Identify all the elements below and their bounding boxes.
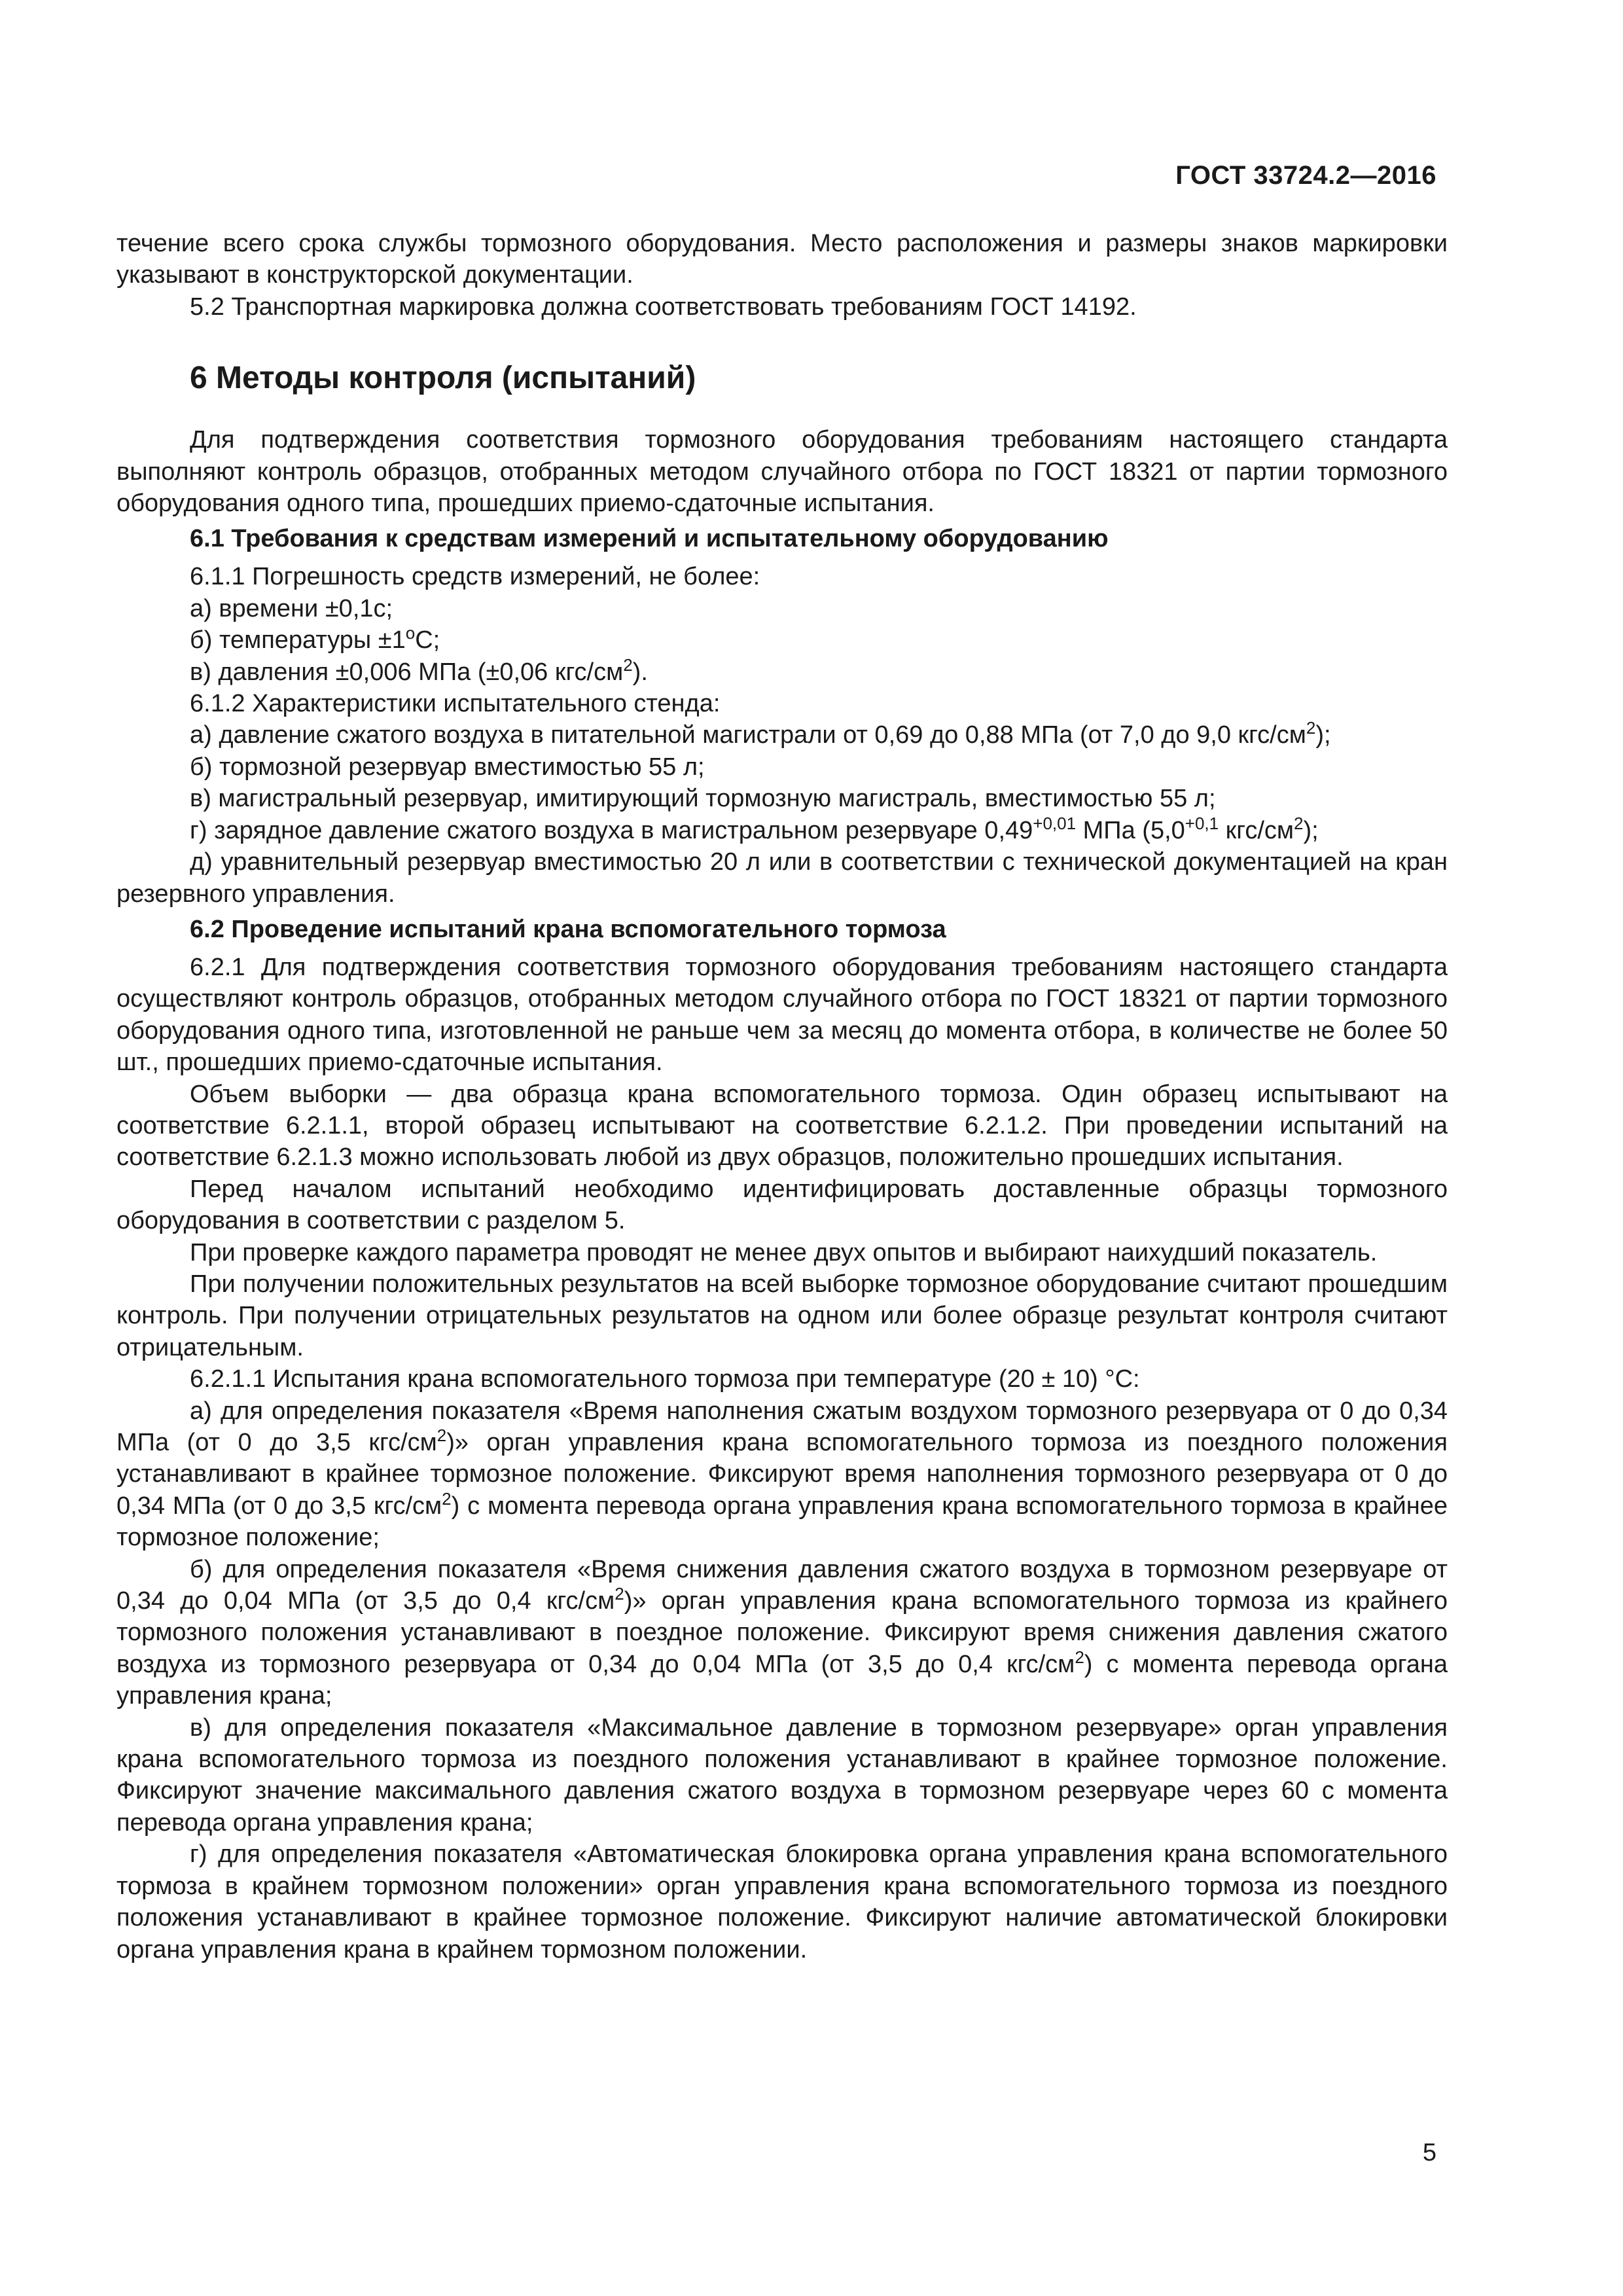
paragraph: 6.2.1 Для подтверждения соответствия тормозного оборудования требованиям настоящего стандарта осуществляют контроль образцов, отобранных методом случайного отбора по ГОСТ 18321 от партии тормозного оборудования одного типа, изготовленной не раньше чем за месяц до момента отбора, в количестве не более 50 шт., прошедших приемо-сдаточные испытания. xyxy=(116,953,1448,1077)
list-item: б) для определения показателя «Время снижения давления сжатого воздуха в тормозном резервуаре от 0,34 до 0,04 МПа (от 3,5 до 0,4 кгс/$см^2$)» орган управления крана вспомогательного тормоза из крайнего тормозного положения устанавливают в поездное положение. Фиксируют время снижения давления сжатого воздуха из тормозного резервуара от 0,34 до 0,04 МПа (от 3,5 до 0,4 кгс/$см^2$) с момента перевода органа управления крана; xyxy=(116,1555,1448,1710)
paragraph: Перед началом испытаний необходимо идентифицировать доставленные образцы тормозного оборудования в соответствии с разделом 5. xyxy=(116,1175,1448,1235)
list-item: в) магистральный резервуар, имитирующий тормозную магистраль, вместимостью 55 л; xyxy=(190,785,1216,813)
list-item: г) для определения показателя «Автоматическая блокировка органа управления крана вспомогательного тормоза в крайнем тормозном положении» орган управления крана вспомогательного тормоза из поездного положения устанавливают в крайнее тормозное положение. Фиксируют наличие автоматической блокировки органа управления крана в крайнем тормозном положении. xyxy=(116,1840,1448,1964)
subsection-heading: 6.2 Проведение испытаний крана вспомогательного тормоза xyxy=(190,915,946,943)
paragraph: При проверке каждого параметра проводят не менее двух опытов и выбирают наихудший показатель. xyxy=(190,1238,1378,1266)
paragraph: течение всего срока службы тормозного оборудования. Место расположения и размеры знаков маркировки указывают в конструкторской документации. xyxy=(116,230,1448,289)
paragraph: Объем выборки — два образца крана вспомогательного тормоза. Один образец испытывают на соответствие 6.2.1.1, второй образец испытывают на соответствие 6.2.1.2. При проведении испытаний на соответствие 6.2.1.3 можно использовать любой из двух образцов, положительно прошедших испытания. xyxy=(116,1080,1448,1172)
list-item: г) зарядное давление сжатого воздуха в магистральном резервуаре $0,49^{+0,01}$ МПа ($5,0^{+0,1}$ кгс/$см^2$); xyxy=(190,813,1319,844)
document-header: ГОСТ 33724.2—2016 xyxy=(1175,161,1436,190)
page-content xyxy=(116,228,1448,1965)
paragraph: При получении положительных результатов на всей выборке тормозное оборудование считают прошедшим контроль. При получении отрицательных результатов на одном или более образце результат контроля считают отрицательным. xyxy=(116,1270,1448,1361)
list-item: а) для определения показателя «Время наполнения сжатым воздухом тормозного резервуара от 0 до 0,34 МПа (от 0 до 3,5 кгс/$см^2$)» орган управления крана вспомогательного тормоза из поездного положения устанавливают в крайнее тормозное положение. Фиксируют время наполнения тормозного резервуара от 0 до 0,34 МПа (от 0 до 3,5 кгс/$см^2$) с момента перевода органа управления крана вспомогательного тормоза в крайнее тормозное положение; xyxy=(116,1397,1448,1552)
paragraph: 6.2.1.1 Испытания крана вспомогательного тормоза при температуре (20 ± 10) °С: xyxy=(190,1365,1140,1393)
list-item: в) для определения показателя «Максимальное давление в тормозном резервуаре» орган управления крана вспомогательного тормоза из поездного положения устанавливают в крайнее тормозное положение. Фиксируют значение максимального давления сжатого воздуха в тормозном резервуаре через 60 с момента перевода органа управления крана; xyxy=(116,1713,1448,1837)
list-item: а) времени ±0,1с; xyxy=(190,594,393,622)
list-item: а) давление сжатого воздуха в питательной магистрали от 0,69 до 0,88 МПа (от 7,0 до 9,0 кгс/$см^2$); xyxy=(190,718,1331,749)
list-item: б) температуры $\pm 1^оС$; xyxy=(190,623,440,655)
list-item: 6.1.1 Погрешность средств измерений, не более: xyxy=(190,563,760,591)
paragraph: Для подтверждения соответствия тормозного оборудования требованиям настоящего стандарта выполняют контроль образцов, отобранных методом случайного отбора по ГОСТ 18321 от партии тормозного оборудования одного типа, прошедших приемо-сдаточные испытания. xyxy=(116,426,1448,518)
page-number: 5 xyxy=(1422,2139,1436,2166)
subsection-heading: 6.1 Требования к средствам измерений и испытательному оборудованию xyxy=(190,525,1109,553)
list-item: д) уравнительный резервуар вместимостью 20 л или в соответствии с технической документацией на кран резервного управления. xyxy=(116,848,1448,908)
section-heading: 6 Методы контроля (испытаний) xyxy=(190,361,696,396)
list-item: 6.1.2 Характеристики испытательного стенда: xyxy=(190,690,721,718)
paragraph: 5.2 Транспортная маркировка должна соответствовать требованиям ГОСТ 14192. xyxy=(190,293,1137,321)
list-item: в) давления ±0,006 МПа (±0,06 кгс/$см^2$). xyxy=(190,655,648,686)
list-item: б) тормозной резервуар вместимостью 55 л; xyxy=(190,753,705,781)
